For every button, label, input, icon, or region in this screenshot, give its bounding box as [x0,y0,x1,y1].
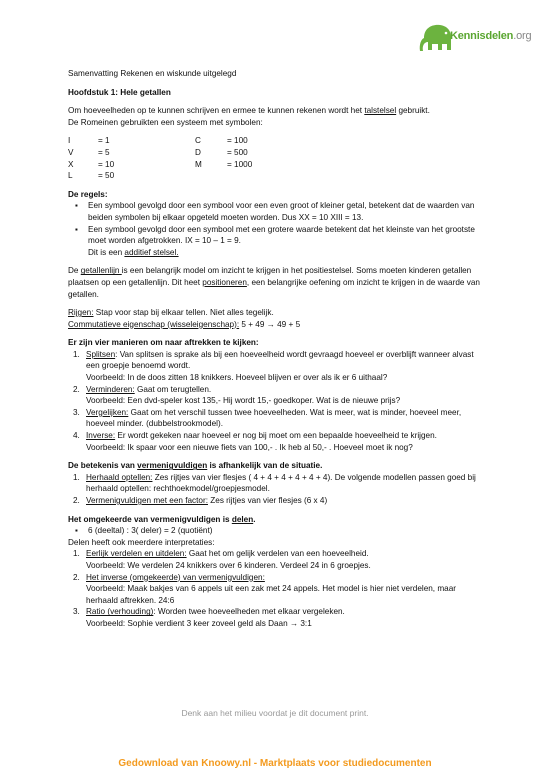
list-item [68,200,488,223]
list-item [68,548,488,571]
list-item [68,407,488,430]
commutatief-term: Commutatieve eigenschap (wisseleigenschap): [68,319,240,329]
symbol: I [68,136,71,146]
item-number: 1. [73,549,80,559]
list-item [68,384,488,407]
download-source-link[interactable]: Gedownload van Knoowy.nl - Marktplaats voor studiedocumenten [118,758,432,769]
symbol: C [195,136,201,146]
symbol: D [195,147,201,157]
symbol: X [68,159,74,169]
item-term: Splitsen [86,349,116,359]
item-number: 3. [73,607,80,617]
symbol: V [68,147,74,157]
item-text: Gaat om terugtellen. [134,384,212,394]
item-example: Voorbeeld: We verdelen 24 knikkers over 6 kinderen. Verdeel 24 in 6 groepjes. [86,560,371,570]
regel-extra: Dit is een [88,247,125,257]
romeinen-intro: De Romeinen gebruikten een systeem met symbolen: [68,117,263,127]
symbol-row [68,147,488,159]
aftrekken-list [68,349,488,453]
regels-list [68,200,488,258]
text: De [68,266,81,276]
item-term: Inverse: [86,431,116,441]
item-number: 3. [73,407,80,417]
print-notice: Denk aan het milieu voordat je dit document print. [181,708,369,718]
symbol-value: = 1 [98,136,110,146]
item-number: 1. [73,349,80,359]
item-term: Herhaald optellen: [86,472,153,482]
item-term: Eerlijk verdelen en uitdelen: [86,549,187,559]
item-text: Zes rijtjes van vier flesjes ( 4 + 4 + 4 + 4 + 4 + 4). De volgende modellen passen goed bij herhaald optellen: rechthoekmodel/groepjesmodel. [86,472,476,494]
list-item [68,224,488,259]
rijgen-term: Rijgen: [68,308,94,318]
item-example: Voorbeeld: In de doos zitten 18 knikkers. Hoeveel blijven er over als ik er 6 uithaal? [86,373,388,383]
intro-paragraph [68,105,488,117]
item-number: 1. [73,472,80,482]
text: Het omgekeerde van vermenigvuldigen is [68,514,232,524]
list-item [68,430,488,453]
item-example: Voorbeeld: Een dvd-speler kost 135,- Hij wordt 15,- goedkoper. Wat is de nieuwe prijs? [86,396,401,406]
delen-list [68,548,488,629]
getallenlijn-paragraph [68,265,488,300]
item-number: 2. [73,496,80,505]
list-item: ▪ 6 (deeltal) : 3( deler) = 2 (quotiënt) [68,525,488,537]
commutatief-line [68,319,488,331]
symbol-value [227,170,287,182]
vermenigvuldigen-list [68,472,488,507]
kennisdelen-logo[interactable] [418,18,538,58]
text: is een belangrijk model om inzicht te krijgen in het positiestelsel. Soms moeten kinderen getallen plaatsen op een getallenlijn. Dit heet [68,266,472,287]
item-term: Verminderen: [86,384,135,394]
delen-heading [68,514,488,526]
list-item [68,606,488,629]
regel-text: Een symbool gevolgd door een symbool met een grotere waarde betekent dat het kleinste van het grootste moet worden afgetrokken. IX = 10 – 1 = 9. [88,224,475,246]
vermenigvuldigen-heading [68,460,488,472]
text: . [253,514,256,524]
item-text: Zes rijtjes van vier flesjes (6 x 4) [207,496,328,505]
document-body [68,68,488,630]
item-text: Gaat het om gelijk verdelen van een hoeveelheid. [186,549,369,559]
item-term: Het inverse (omgekeerde) van vermenigvuldigen: [86,572,265,582]
intro-end: gebruikt. [396,106,430,116]
item-example: Voorbeeld: Ik spaar voor een nieuwe fiets van 100,- . Ik heb al 50,- . Hoeveel moet ik nog? [86,442,413,452]
symbol-row [68,170,488,182]
symbol-row [68,159,488,171]
item-example: Voorbeeld: Sophie verdient 3 keer zoveel geld als Daan → 3:1 [86,618,312,628]
text: is afhankelijk van de situatie. [207,461,323,471]
logo-name: Kennisdelen [450,30,514,42]
text: De betekenis van [68,461,138,471]
symbol-row [68,135,488,147]
symbol-value: = 100 [227,136,248,146]
symbol-value: = 50 [98,171,115,181]
item-text: : Van splitsen is sprake als bij een hoeveelheid wordt gevraagd hoeveel er overblijft wanneer alvast een groepje benoemd wordt. [86,349,474,371]
item-term: Ratio (verhouding) [86,607,154,617]
item-term: Vermenigvuldigen met een factor: [86,496,208,505]
chapter-heading: Hoofdstuk 1: Hele getallen [68,87,171,97]
item-example: Voorbeeld: Maak bakjes van 6 appels uit een zak met 24 appels. Het model is hier niet verdelen, maar herhaald aftrekken. 24:6 [86,584,457,605]
text: 5 + 49 → 49 + 5 [239,319,301,329]
list-item [68,349,488,384]
logo-suffix: .org [513,30,532,42]
list-item [68,495,488,507]
delen-bullet-list [68,525,488,537]
regels-heading: De regels: [68,189,108,199]
text: , een belangrijke oefening om inzicht te krijgen in de waarde van getallen. [68,277,480,299]
doc-title: Samenvatting Rekenen en wiskunde uitgelegd [68,69,237,78]
list-item [68,572,488,607]
symbol [195,170,227,182]
symbol: L [68,171,73,181]
roman-symbol-table [68,135,488,181]
symbol-value: = 5 [98,147,110,157]
item-text: Gaat om het verschil tussen twee hoeveelheden. Wat is meer, wat is minder, hoeveel meer, hoeveel minder. (dubbelstrookmodel). [86,407,462,429]
talstelsel-term: talstelsel [364,106,397,116]
item-term: Vergelijken: [86,407,129,417]
delen-intro: Delen heeft ook meerdere interpretaties: [68,537,215,547]
positioneren-term: positioneren [202,277,247,287]
regel-text: Een symbool gevolgd door een symbool voor een even groot of kleiner getal, betekent dat de waarden van beiden symbolen bij elkaar opgeteld moeten worden. Dus XX = 10 XIII = 13. [88,201,475,222]
getallenlijn-term: getallenlijn [80,266,122,276]
symbol-value: = 10 [98,159,115,169]
aftrekken-heading: Er zijn vier manieren om naar aftrekken te kijken: [68,338,259,348]
item-number: 4. [73,431,80,441]
item-text: : Worden twee hoeveelheden met elkaar vergeleken. [153,607,345,617]
intro-text: Om hoeveelheden op te kunnen schrijven en ermee te kunnen rekenen wordt het [68,106,365,116]
list-item [68,472,488,495]
vermenigvuldigen-term: vermenigvuldigen [137,461,208,471]
text: Stap voor stap bij elkaar tellen. Niet alles tegelijk. [93,308,274,318]
symbol-value: = 500 [227,147,248,157]
item-number: 2. [73,384,80,394]
item-text: Er wordt gekeken naar hoeveel er nog bij moet om een bepaalde hoeveelheid te krijgen. [115,431,437,441]
item-number: 2. [73,572,80,582]
rijgen-line [68,307,488,319]
symbol: M [195,159,202,169]
symbol-value: = 1000 [227,159,253,169]
delen-term: delen [231,514,254,524]
additief-term: additief stelsel. [124,247,179,257]
